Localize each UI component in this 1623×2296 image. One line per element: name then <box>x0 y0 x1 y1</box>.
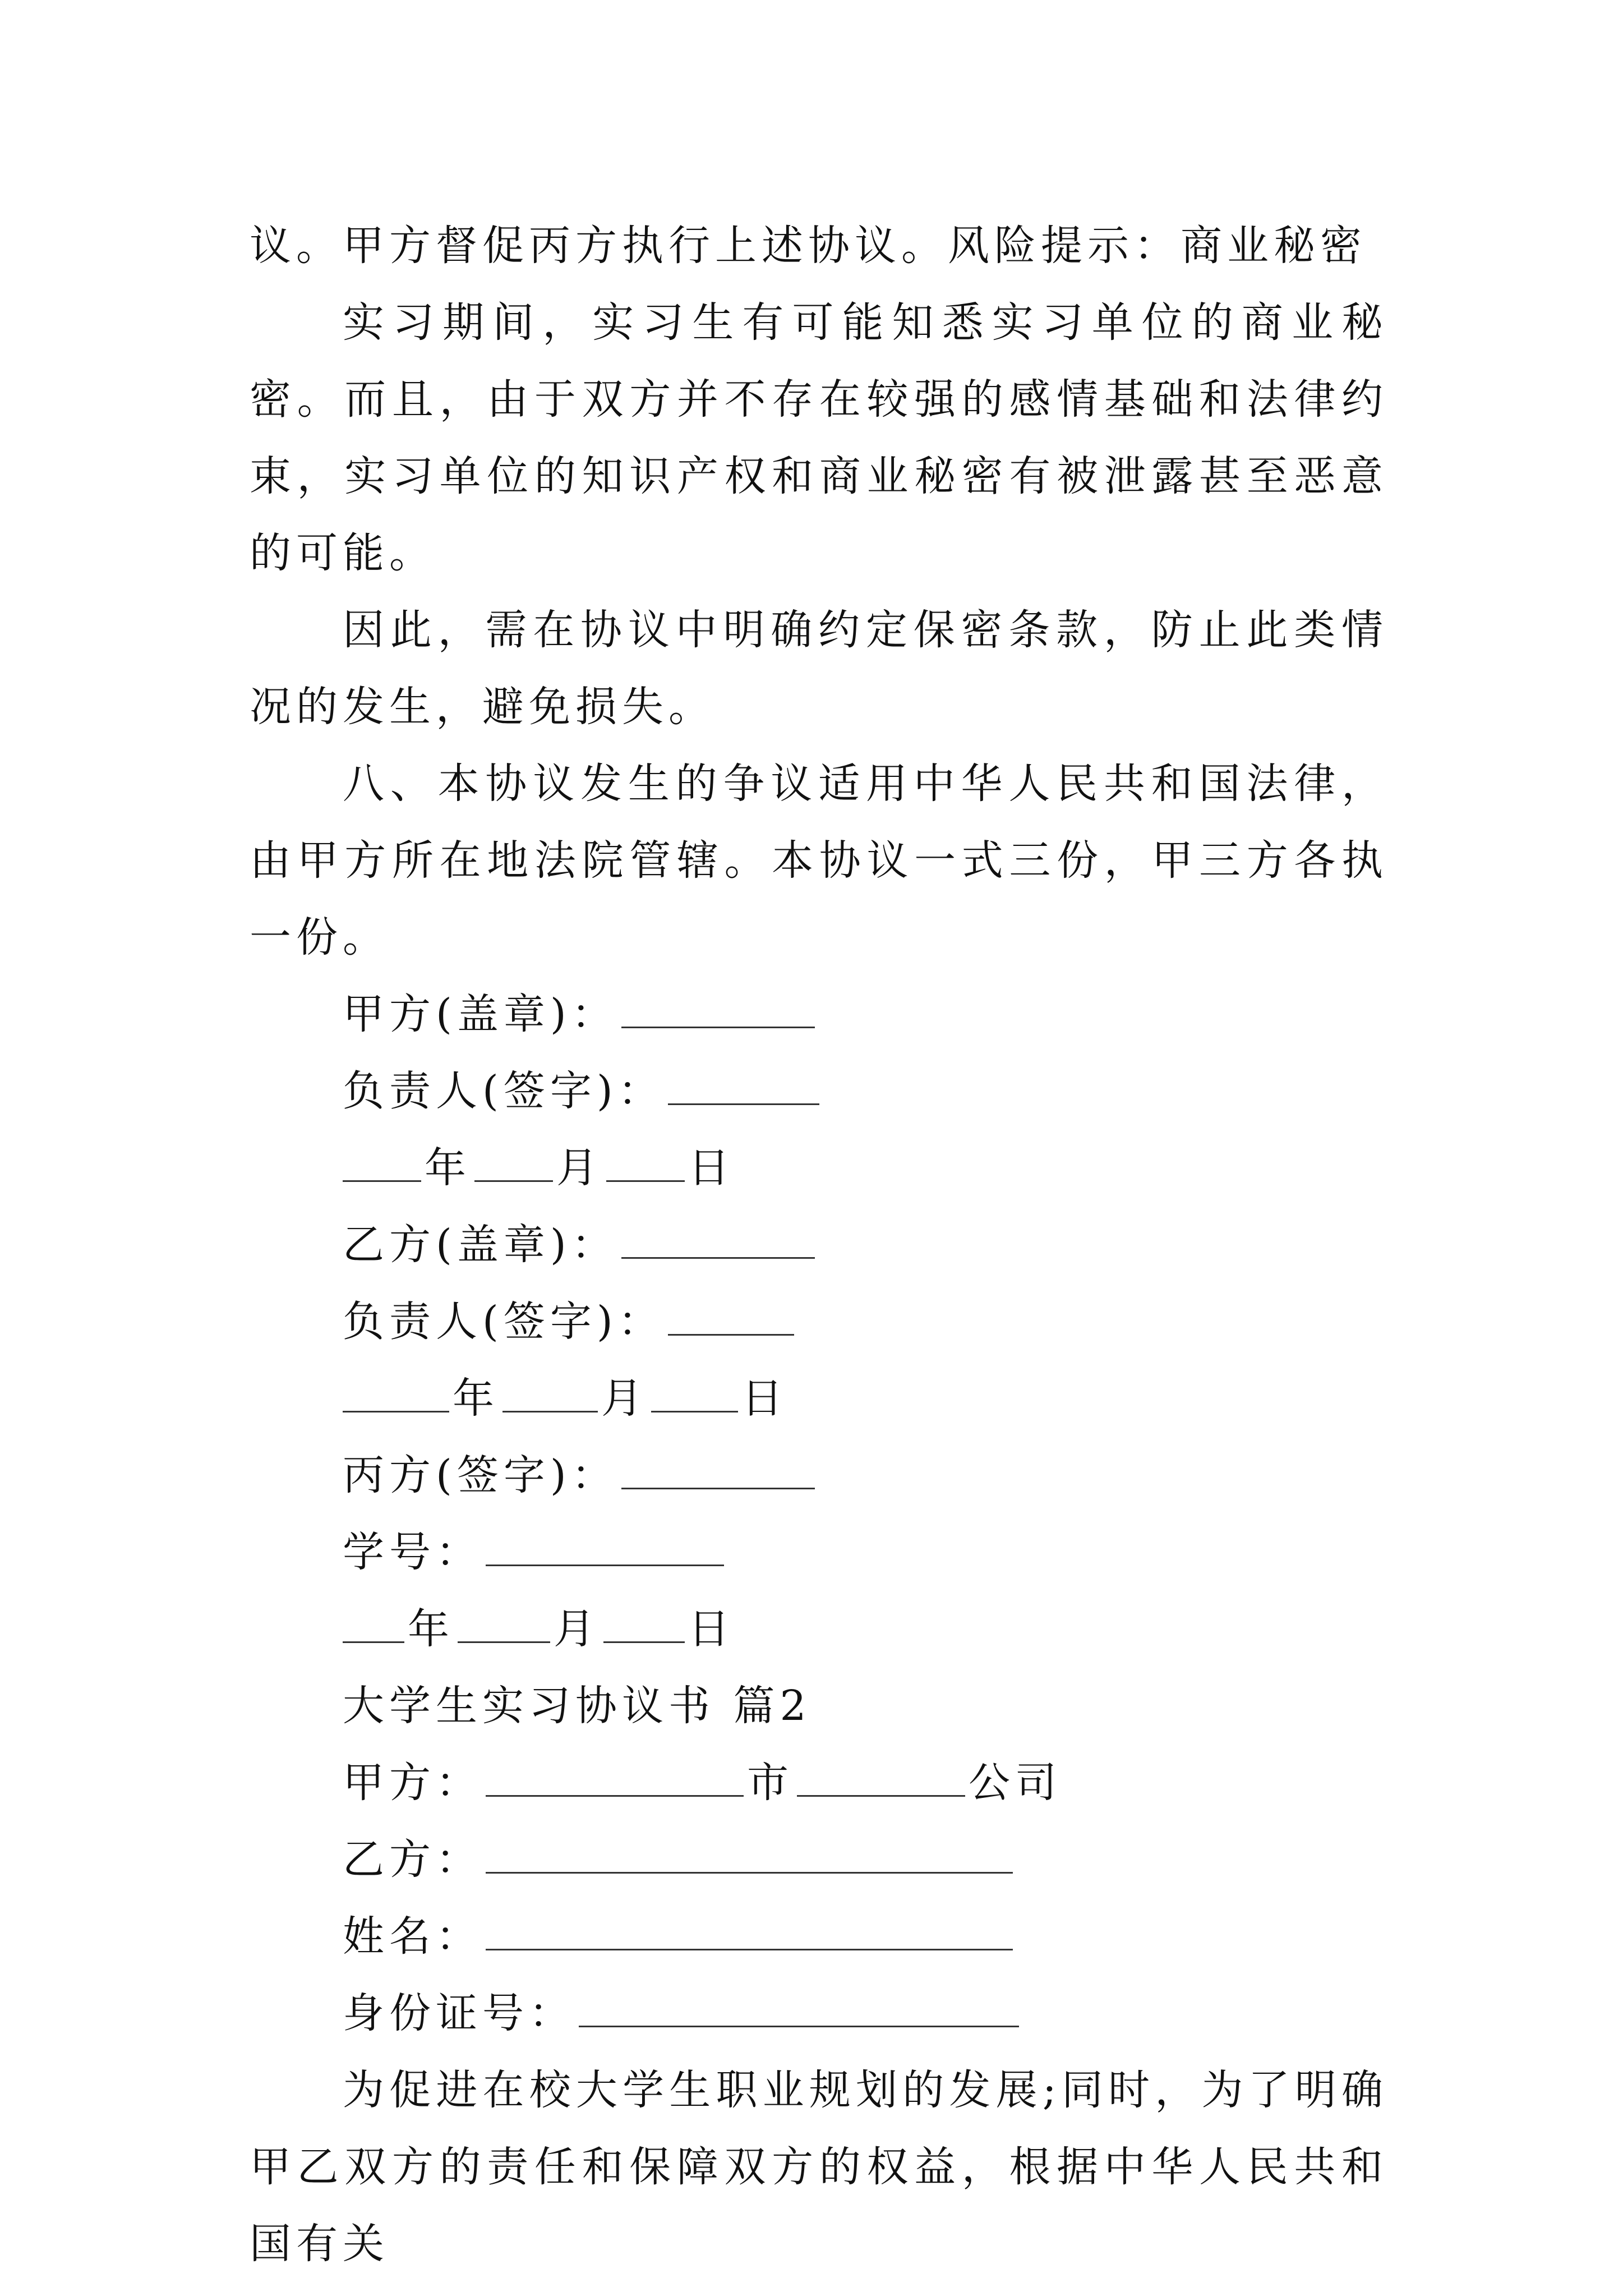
section2-party-a-label: 甲方： <box>343 1759 482 1807</box>
day-label: 日 <box>741 1374 788 1423</box>
section2-party-a-line <box>250 1745 1388 1821</box>
name-blank <box>486 1914 1013 1950</box>
paragraph-confidentiality: 因此，需在协议中明确约定保密条款，防止此类情况的发生，避免损失。 <box>250 606 1388 731</box>
party-c-sign-line <box>250 1437 1388 1514</box>
party-a-seal-blank <box>621 992 815 1028</box>
party-b-signer-blank <box>668 1299 794 1336</box>
year-label: 年 <box>453 1374 499 1423</box>
day-blank <box>606 1145 685 1182</box>
document-body <box>250 208 1388 2283</box>
section2-name-label: 姓名： <box>343 1912 482 1961</box>
month-label: 月 <box>554 1605 600 1653</box>
party-b-seal-blank <box>621 1222 815 1259</box>
year-label: 年 <box>425 1144 471 1192</box>
party-a-seal-label: 甲方(盖章)： <box>343 990 618 1038</box>
month-label: 月 <box>601 1374 648 1423</box>
year-label: 年 <box>408 1605 454 1653</box>
day-label: 日 <box>688 1144 735 1192</box>
paragraph-continuation: 议。甲方督促丙方执行上述协议。风险提示：商业秘密 <box>250 222 1367 270</box>
section2-party-b-line <box>250 1821 1388 1898</box>
party-c-sign-blank <box>621 1453 815 1489</box>
id-number-blank <box>579 1991 1019 2027</box>
party-a-seal-line <box>250 976 1388 1053</box>
day-blank <box>603 1607 685 1643</box>
section2-id-number-line <box>250 1975 1388 2052</box>
student-id-line <box>250 1514 1388 1591</box>
month-blank <box>474 1145 553 1182</box>
party-a-signer-label: 负责人(签字)： <box>343 1067 665 1115</box>
year-blank <box>343 1376 449 1412</box>
day-blank <box>651 1376 738 1412</box>
party-a-date-line <box>250 1130 1388 1207</box>
year-blank <box>343 1145 421 1182</box>
paragraph-preamble: 为促进在校大学生职业规划的发展;同时，为了明确甲乙双方的责任和保障双方的权益，根据中华人民共和国有关 <box>250 2066 1388 2268</box>
year-blank <box>343 1607 404 1643</box>
day-label: 日 <box>688 1605 735 1653</box>
student-id-blank <box>486 1530 724 1566</box>
student-id-label: 学号： <box>343 1528 482 1576</box>
section2-id-number-label: 身份证号： <box>343 1989 575 2037</box>
party-a-signer-line <box>250 1053 1388 1130</box>
party-b-signer-line <box>250 1283 1388 1360</box>
company-blank <box>797 1760 965 1797</box>
party-c-date-line <box>250 1591 1388 1668</box>
city-label: 市 <box>747 1759 794 1807</box>
party-b-seal-line <box>250 1207 1388 1283</box>
company-label: 公司 <box>969 1759 1062 1807</box>
month-blank <box>458 1607 550 1643</box>
section2-party-b-label: 乙方： <box>343 1835 482 1884</box>
party-b-blank <box>486 1837 1013 1874</box>
section2-title: 大学生实习协议书 篇2 <box>343 1682 811 1730</box>
paragraph-clause-eight: 八、本协议发生的争议适用中华人民共和国法律，由甲方所在地法院管辖。本协议一式三份，甲三方各执一份。 <box>250 760 1388 961</box>
party-a-signer-blank <box>668 1069 819 1105</box>
paragraph-trade-secret: 实习期间，实习生有可能知悉实习单位的商业秘密。而且，由于双方并不存在较强的感情基础和法律约束，实习单位的知识产权和商业秘密有被泄露甚至恶意的可能。 <box>250 298 1388 577</box>
party-b-seal-label: 乙方(盖章)： <box>343 1221 618 1269</box>
section2-name-line <box>250 1898 1388 1975</box>
month-label: 月 <box>556 1144 603 1192</box>
party-b-signer-label: 负责人(签字)： <box>343 1297 665 1346</box>
month-blank <box>502 1376 598 1412</box>
party-b-date-line <box>250 1360 1388 1437</box>
party-c-sign-label: 丙方(签字)： <box>343 1451 618 1499</box>
city-blank <box>486 1760 744 1797</box>
